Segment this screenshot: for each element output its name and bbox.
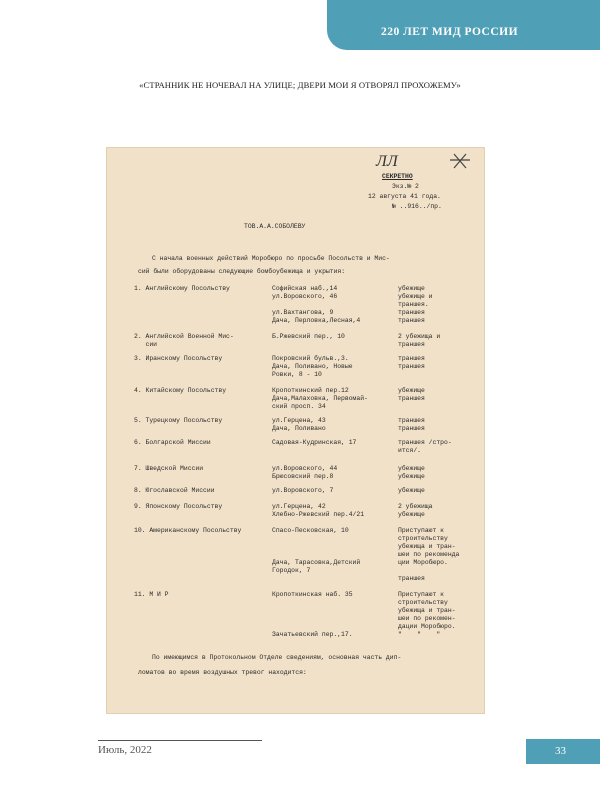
copy-number: Экз.№ 2 (392, 183, 419, 190)
row-address: Садовая-Кудринская, 17 (272, 439, 357, 446)
row-shelter-type: дации Моробюро. (398, 623, 456, 630)
row-recipient: 8. Югославской Миссии (134, 487, 215, 494)
row-shelter-type: убежище (398, 387, 425, 394)
footer-date: Июль, 2022 (98, 744, 152, 756)
row-address: ул.Воровского, 46 (272, 293, 338, 300)
row-address: Ровки, 8 - 10 (272, 371, 322, 378)
row-address: Дача, Поливано, Новые (272, 363, 353, 370)
row-address: Хлебно-Ржевский пер.4/21 (272, 511, 365, 518)
row-recipient: 1. Английскому Посольству (134, 285, 230, 292)
row-address: ул.Воровского, 44 (272, 465, 338, 472)
secret-mark: СЕКРЕТНО (382, 173, 413, 180)
outro-line: ломатов во время воздушных тревог находится: (138, 669, 307, 676)
row-shelter-type: убежище и (398, 293, 433, 300)
row-address: Кропоткинская наб. 35 (272, 591, 353, 598)
row-shelter-type: убежища и тран- (398, 607, 456, 614)
row-shelter-type: траншея /стро- (398, 439, 452, 446)
row-shelter-type: траншея (398, 317, 425, 324)
stamp-text: ЛЛ (376, 153, 398, 170)
row-address: Дача, Перловка,Лесная,4 (272, 317, 361, 324)
article-subtitle: «СТРАННИК НЕ НОЧЕВАЛ НА УЛИЦЕ; ДВЕРИ МОИ Я ОТВОРЯЛ ПРОХОЖЕМУ» (139, 80, 461, 90)
row-shelter-type: строительству (398, 599, 448, 606)
intro-line: С начала военных действий Моробюро по просьбе Посольств и Мис- (152, 255, 390, 262)
row-shelter-type: убежище (398, 473, 425, 480)
row-shelter-type: траншея (398, 355, 425, 362)
row-shelter-type: ится/. (398, 447, 422, 454)
row-address: Брюсовский пер.8 (272, 473, 334, 480)
row-shelter-type: 2 убежища и (398, 333, 441, 340)
row-shelter-type: убежище (398, 285, 425, 292)
row-recipient: 10. Американскому Посольству (134, 527, 242, 534)
row-shelter-type: строительству (398, 535, 448, 542)
document-number: № ..916../пр. (392, 203, 442, 210)
row-recipient: 7. Шведской Миссии (134, 465, 204, 472)
row-recipient: 4. Китайскому Посольству (134, 387, 227, 394)
footer-divider (98, 740, 262, 741)
row-shelter-type: шеи по рекоменда (398, 551, 460, 558)
row-address: Б.Ржевский пер., 10 (272, 333, 345, 340)
row-shelter-type: траншея (398, 341, 425, 348)
row-shelter-type: убежище (398, 487, 425, 494)
row-shelter-type: 2 убежища (398, 503, 433, 510)
row-address: Кропоткинский пер.12 (272, 387, 349, 394)
row-recipient: 3. Иранскому Посольству (134, 355, 223, 362)
row-address: Софийская наб.,14 (272, 285, 338, 292)
archival-document (106, 147, 485, 714)
addressee: ТОВ.А.А.СОБОЛЕВУ (244, 223, 306, 230)
section-title: 220 ЛЕТ МИД РОССИИ (381, 26, 519, 38)
row-shelter-type: траншея (398, 309, 425, 316)
row-address: ул.Воровского, 7 (272, 487, 334, 494)
row-address: Дача, Тарасовка,Детский (272, 559, 361, 566)
handwritten-mark (374, 150, 474, 172)
row-shelter-type: шеи по рекомен- (398, 615, 456, 622)
row-address: Городок, 7 (272, 567, 311, 574)
row-shelter-type: убежище (398, 465, 425, 472)
row-shelter-type: убежища и тран- (398, 543, 456, 550)
row-shelter-type: траншея (398, 575, 425, 582)
row-shelter-type: ции Моробюро. (398, 559, 448, 566)
row-shelter-type: траншея (398, 417, 425, 424)
row-recipient: 2. Английской Военной Мис- (134, 333, 234, 340)
page-number: 33 (555, 745, 566, 757)
intro-line: сий были оборудованы следующие бомбоубежища и укрытия: (138, 268, 346, 275)
section-tab (327, 0, 600, 50)
row-shelter-type: Приступают к (398, 527, 445, 534)
row-address: Покровский бульв.,3. (272, 355, 349, 362)
row-recipient-cont: сии (134, 341, 158, 348)
row-address: Зачатьевский пер.,17. (272, 631, 353, 638)
row-shelter-type: траншея. (398, 301, 429, 308)
row-address: ул.Вахтангова, 9 (272, 309, 334, 316)
page-number-box (526, 739, 600, 764)
row-address: ул.Герцена, 43 (272, 417, 326, 424)
row-address: ский просп. 34 (272, 403, 326, 410)
row-recipient: 5. Турецкому Посольству (134, 417, 223, 424)
row-address: ул.Герцена, 42 (272, 503, 326, 510)
row-address: Дача,Малаховка, Первомай- (272, 395, 368, 402)
row-address: Спасо-Песковская, 10 (272, 527, 349, 534)
row-recipient: 11. М И Р (134, 591, 169, 598)
row-recipient: 9. Японскому Посольству (134, 503, 223, 510)
row-address: Дача, Поливано (272, 425, 326, 432)
row-shelter-type: " " " (398, 631, 441, 638)
document-date: 12 августа 41 года. (368, 193, 441, 200)
row-shelter-type: траншея (398, 425, 425, 432)
outro-line: По имеющимся в Протокольном Отделе сведениям, основная часть дип- (152, 654, 402, 661)
row-shelter-type: Приступают к (398, 591, 445, 598)
row-shelter-type: убежище (398, 511, 425, 518)
row-recipient: 6. Болгарской Миссии (134, 439, 211, 446)
row-shelter-type: траншея (398, 363, 425, 370)
row-shelter-type: траншея (398, 395, 425, 402)
